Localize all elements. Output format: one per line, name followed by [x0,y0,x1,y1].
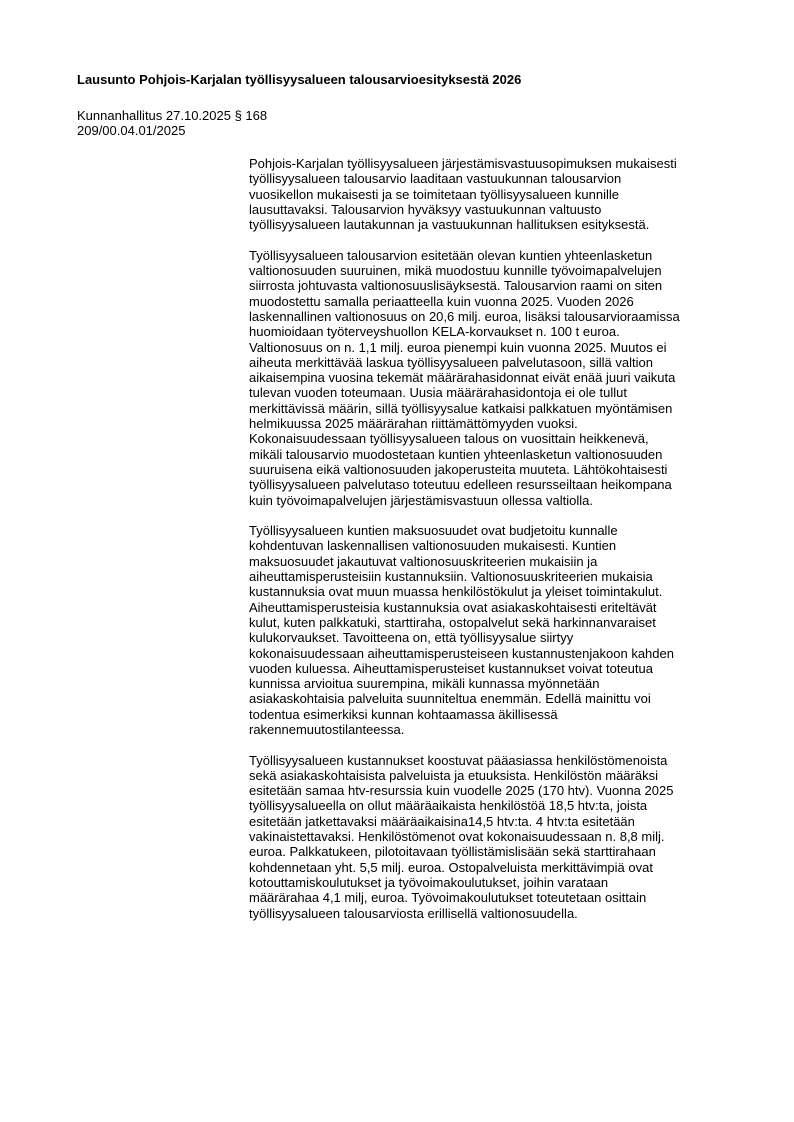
paragraph-2: Työllisyysalueen talousarvion esitetään olevan kuntien yhteenlasketun valtionosuuden suuruinen, mikä muodostuu kunnille työvoimapalvelujen siirrosta johtuvasta valtionosuuslisäyksestä. Talousarvion raami on siten muodostettu samalla periaatteella kuin vuonna 2025. Vuoden 2026 laskennallinen valtionosuus on 20,6 milj. euroa, lisäksi talousarvioraamissa huomioidaan työterveyshuollon KELA-korvaukset n. 100 t euroa. Valtionosuus on n. 1,1 milj. euroa pienempi kuin vuonna 2025. Muutos ei aiheuta merkittävää laskua työllisyysalueen palvelutasoon, sillä valtion aikaisempina vuosina tekemät määrärahasidonnat eivät enää juuri vaikuta tulevan vuoden toteumaan. Uusia määrärahasidontoja ei ole tullut merkittävissä määrin, sillä työllisyysalue katkaisi palkkatuen myöntämisen helmikuussa 2025 määrärahan riittämättömyyden vuoksi. Kokonaisuudessaan työllisyysalueen talous on vuosittain heikkenevä, mikäli talousarvio muodostetaan kuntien yhteenlasketun valtionosuuden suuruisena eikä valtionosuuden jakoperusteita muuteta. Lähtökohtaisesti työllisyysalueen palvelutaso toteutuu edelleen resursseiltaan heikompana kuin työvoimapalvelujen järjestämisvastuun ollessa valtiolla. [249,247,680,508]
document-body [249,156,749,936]
paragraph-1: Pohjois-Karjalan työllisyysalueen järjestämisvastuusopimuksen mukaisesti työllisyysalueen talousarvio laaditaan vastuukunnan talousarvion vuosikellon mukaisesti ja se toimitetaan työllisyysalueen kunnille lausuttavaksi. Talousarvion hyväksyy vastuukunnan valtuusto työllisyysalueen lautakunnan ja vastuukunnan hallituksen esityksestä. [249,156,677,233]
meeting-reference: Kunnanhallitus 27.10.2025 § 168 [77,108,268,123]
paragraph-4: Työllisyysalueen kustannukset koostuvat pääasiassa henkilöstömenoista sekä asiakaskohtaisista palveluista ja etuuksista. Henkilöstön määräksi esitetään samaa htv-resurssia kuin vuodelle 2025 (170 htv). Vuonna 2025 työllisyysalueella on ollut määräaikaista henkilöstöä 18,5 htv:ta, joista esitetään jatkettavaksi määräaikaisina14,5 htv:ta. 4 htv:ta esitetään vakinaistettavaksi. Henkilöstömenot ovat kokonaisuudessaan n. 8,8 milj. euroa. Palkkatukeen, pilotoitavaan työllistämislisään sekä starttirahaan kohdennetaan yht. 5,5 milj. euroa. Ostopalveluista merkittävimpiä ovat kotouttamiskoulutukset ja työvoimakoulutukset, joihin varataan määrärahaa 4,1 milj, euroa. Työvoimakoulutukset toteutetaan osittain työllisyysalueen talousarviosta erillisellä valtionosuudella. [249,752,674,921]
document-title: Lausunto Pohjois-Karjalan työllisyysalueen talousarvioesityksestä 2026 [77,72,522,87]
record-number: 209/00.04.01/2025 [77,123,186,139]
document-meta [77,108,267,139]
paragraph-3: Työllisyysalueen kuntien maksuosuudet ovat budjetoitu kunnalle kohdentuvan laskennallisen valtionosuuden mukaisesti. Kuntien maksuosuudet jakautuvat valtionosuuskriteerien mukaisiin ja aiheuttamisperusteisiin kustannuksiin. Valtionosuuskriteerien mukaisia kustannuksia ovat muun muassa henkilöstökulut ja yleiset toimintakulut. Aiheuttamisperusteisia kustannuksia ovat asiakaskohtaisesti eriteltävät kulut, kuten palkkatuki, starttiraha, ostopalvelut sekä harkinnanvaraiset kulukorvaukset. Tavoitteena on, että työllisyysalue siirtyy kokonaisuudessaan aiheuttamisperusteiseen kustannustenjakoon kahden vuoden kuluessa. Aiheuttamisperusteiset kustannukset voivat toteutua kunnissa arvioitua suurempina, mikäli kunnassa myönnetään asiakaskohtaisia palveluita suunniteltua enemmän. Edellä mainittu voi todentua esimerkiksi kunnan kohtaamassa äkillisessä rakennemuutostilanteessa. [249,523,674,737]
